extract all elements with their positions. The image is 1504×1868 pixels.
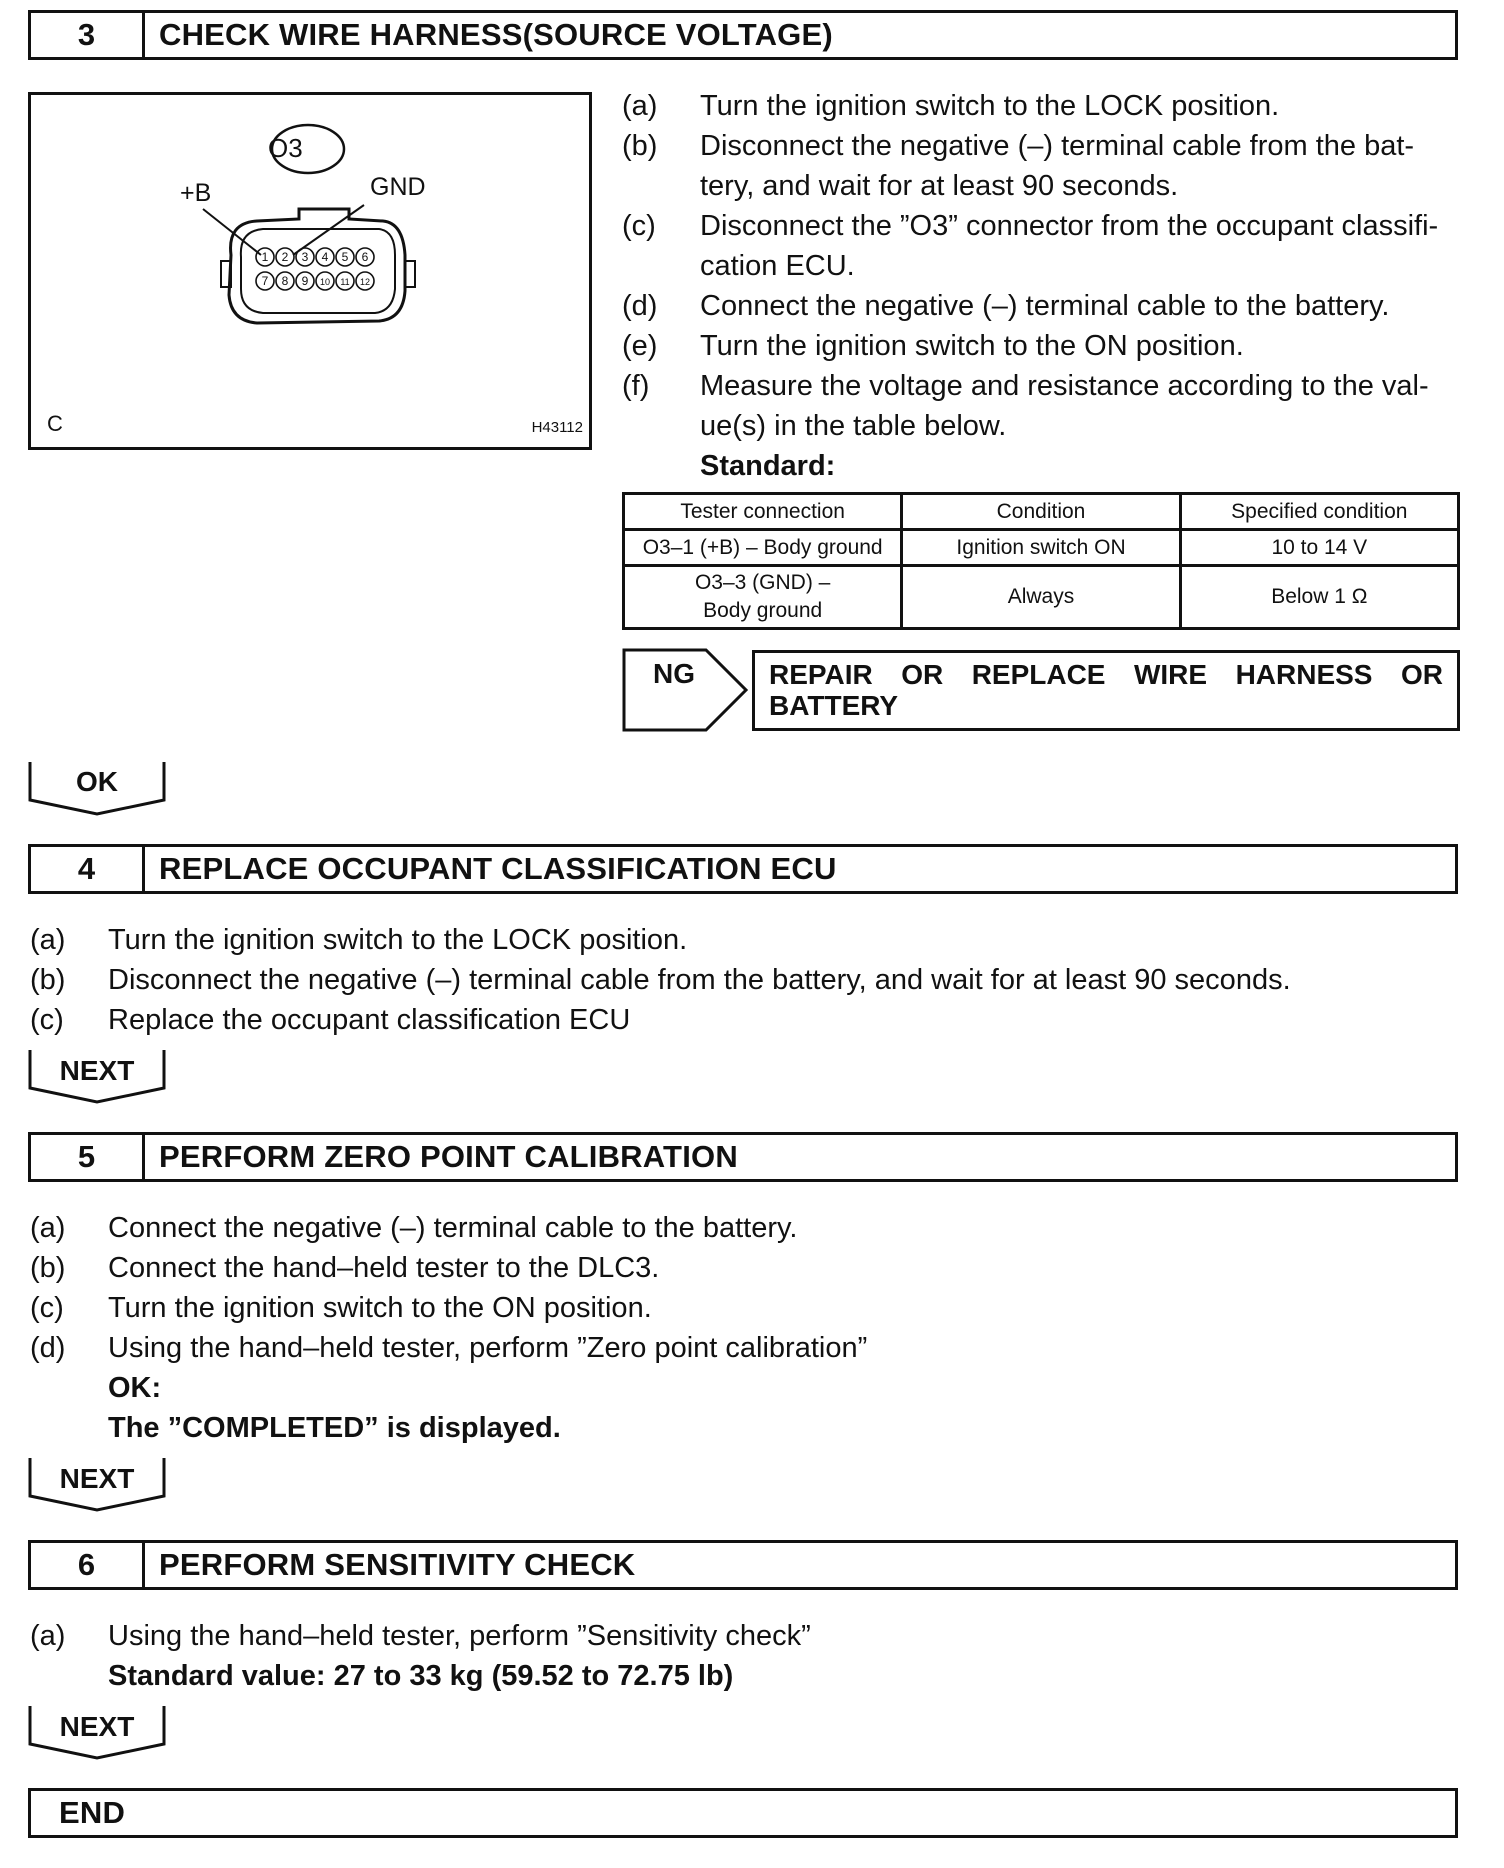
- next-label: NEXT: [59, 1711, 135, 1742]
- standard-label-line: [622, 446, 1462, 486]
- step-4-header: [28, 844, 1458, 894]
- table-cell: 10 to 14 V: [1180, 530, 1458, 566]
- list-item-continued: tery, and wait for at least 90 seconds.: [700, 170, 1179, 202]
- table-row: [624, 566, 1459, 629]
- step-number: 4: [31, 847, 145, 891]
- standard-value-text: Standard value: 27 to 33 kg (59.52 to 72.75 lb): [108, 1660, 734, 1692]
- table-cell: O3–3 (GND) – Body ground: [624, 566, 902, 629]
- step-title: REPLACE OCCUPANT CLASSIFICATION ECU: [159, 851, 837, 886]
- table-cell: O3–1 (+B) – Body ground: [624, 530, 902, 566]
- next-tag: [28, 1704, 166, 1760]
- list-item: (a) Connect the negative (–) terminal cable to the battery.: [30, 1212, 798, 1244]
- step-5-instructions: [30, 1208, 1450, 1448]
- pin-gnd-label: GND: [370, 173, 426, 201]
- ok-criteria-text: The ”COMPLETED” is displayed.: [108, 1412, 561, 1444]
- list-item: (a) Using the hand–held tester, perform ”Sensitivity check”: [30, 1620, 811, 1652]
- end-title: END: [59, 1795, 126, 1830]
- step-4-instructions: [30, 920, 1450, 1040]
- list-item: (a) Turn the ignition switch to the LOCK position.: [30, 924, 688, 956]
- step-3-instructions: [622, 86, 1462, 486]
- ng-action-line: BATTERY: [769, 690, 899, 721]
- list-item: (d) Connect the negative (–) terminal cable to the battery.: [622, 290, 1390, 322]
- next-tag: [28, 1048, 166, 1104]
- table-row: [624, 530, 1459, 566]
- step-title: CHECK WIRE HARNESS(SOURCE VOLTAGE): [159, 17, 833, 52]
- list-item: (a) Turn the ignition switch to the LOCK position.: [622, 90, 1280, 122]
- step-number: 3: [31, 13, 145, 57]
- table-cell: Always: [902, 566, 1180, 629]
- step-number: 5: [31, 1135, 145, 1179]
- connector-pin-number: 7: [261, 274, 269, 288]
- connector-pin-number: 4: [321, 250, 329, 264]
- connector-pin-number: 11: [340, 277, 350, 287]
- step-6-instructions: [30, 1616, 1450, 1696]
- spec-table: [622, 492, 1460, 630]
- table-cell: Below 1 Ω: [1180, 566, 1458, 629]
- column-header: Tester connection: [624, 494, 902, 530]
- table-header-row: [624, 494, 1459, 530]
- next-label: NEXT: [59, 1055, 135, 1086]
- connector-diagram: [31, 95, 589, 447]
- step-5-header: [28, 1132, 1458, 1182]
- ng-label: NG: [653, 658, 695, 689]
- table-cell: Ignition switch ON: [902, 530, 1180, 566]
- ok-tag: [28, 760, 166, 816]
- connector-figure: [28, 92, 592, 450]
- list-item: (e) Turn the ignition switch to the ON position.: [622, 330, 1244, 362]
- connector-pin-number: 5: [341, 250, 349, 264]
- step-title: PERFORM ZERO POINT CALIBRATION: [159, 1139, 738, 1174]
- list-item: (c) Replace the occupant classification ECU: [30, 1004, 631, 1036]
- connector-pin-number: 12: [359, 277, 371, 287]
- list-item: (c) Disconnect the ”O3” connector from the occupant classifi-: [622, 210, 1439, 242]
- list-item: (d) Using the hand–held tester, perform ”Zero point calibration”: [30, 1332, 868, 1364]
- list-item: (b) Disconnect the negative (–) terminal cable from the bat-: [622, 130, 1415, 162]
- list-item: (c) Turn the ignition switch to the ON position.: [30, 1292, 652, 1324]
- standard-label: Standard:: [700, 450, 836, 482]
- list-item: (b) Connect the hand–held tester to the DLC3.: [30, 1252, 660, 1284]
- step-3-header: [28, 10, 1458, 60]
- ng-tag: [622, 648, 750, 732]
- connector-pin-number: 10: [319, 277, 331, 287]
- figure-id: H43112: [531, 419, 583, 436]
- next-label: NEXT: [59, 1463, 135, 1494]
- ng-action-line: REPAIR OR REPLACE WIRE HARNESS OR: [769, 659, 1443, 690]
- end-header: [28, 1788, 1458, 1838]
- ng-action-box: [752, 650, 1460, 731]
- connector-label: O3: [268, 133, 303, 163]
- connector-pin-number: 3: [301, 250, 309, 264]
- column-header: Condition: [902, 494, 1180, 530]
- ok-criteria-label: OK:: [108, 1372, 162, 1404]
- connector-pin-number: 6: [361, 250, 369, 264]
- step-number: 6: [31, 1543, 145, 1587]
- step-6-header: [28, 1540, 1458, 1590]
- figure-corner-label: C: [47, 411, 63, 436]
- connector-pin-number: 8: [281, 274, 289, 288]
- ok-label: OK: [76, 766, 118, 797]
- list-item: (b) Disconnect the negative (–) terminal cable from the battery, and wait for at least 90 seconds.: [30, 964, 1291, 996]
- list-item-continued: ue(s) in the table below.: [700, 410, 1007, 442]
- step-title: PERFORM SENSITIVITY CHECK: [159, 1547, 636, 1582]
- connector-pin-number: 2: [281, 250, 289, 264]
- list-item-continued: cation ECU.: [700, 250, 855, 282]
- next-tag: [28, 1456, 166, 1512]
- column-header: Specified condition: [1180, 494, 1458, 530]
- connector-pin-number: 1: [261, 250, 269, 264]
- connector-pin-number: 9: [301, 274, 309, 288]
- pin-b-label: +B: [180, 179, 212, 207]
- list-item: (f) Measure the voltage and resistance according to the val-: [622, 370, 1429, 402]
